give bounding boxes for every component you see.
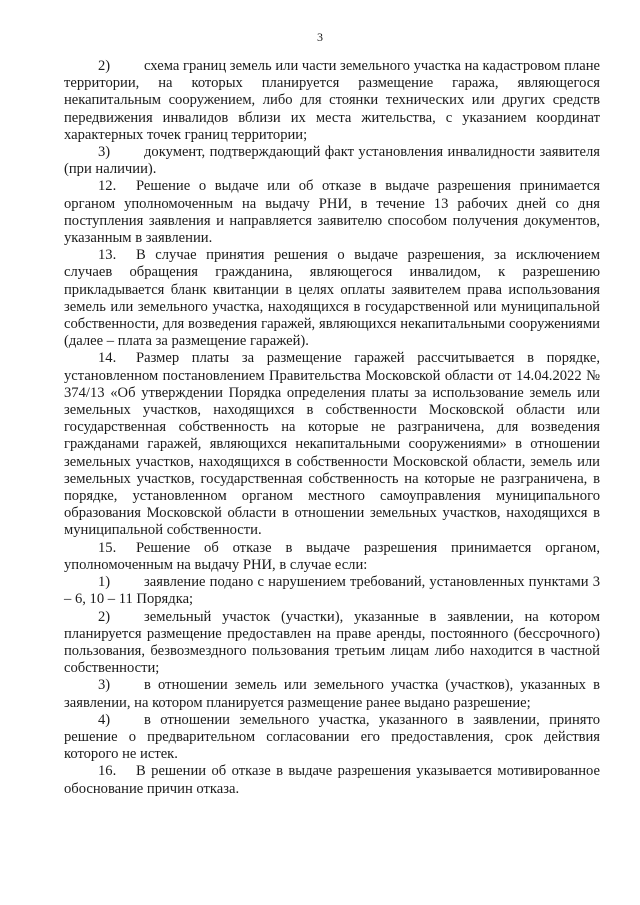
- paragraph-text: заявление подано с нарушением требований, установленных пунктами 3 – 6, 10 – 11 Порядка;: [64, 574, 600, 608]
- paragraph-number: 2): [98, 58, 111, 74]
- paragraph-text: Решение о выдаче или об отказе в выдаче разрешения принимается органом уполномоченным на выдачу РНИ, в течение 13 рабочих дней со дня поступления заявления и направляется заявителю способом получения документов, указанным в заявлении.: [64, 178, 600, 247]
- paragraph-item-2b: [64, 609, 600, 678]
- page-number: 3: [317, 30, 323, 44]
- paragraph-section-12: [64, 178, 600, 247]
- paragraph-text: Размер платы за размещение гаражей рассчитывается в порядке, установленном постановлением Правительства Московской области от 14.04.2022 № 374/13 «Об утверждении Порядка определения платы за использование земель или земельных участков, находящихся в собственности Московской области или государственная собственность на которые не разграничена, для возведения гражданами гаражей, являющихся некапитальными сооружениями» в отношении земельных участков, находящихся в собственности Московской области, земель или земельных участков, государственная собственность на которые не разграничена, в порядке, установленном органом местного самоуправления муниципального образования Московской области в отношении земельных участков, находящихся в муниципальной собственности.: [64, 350, 600, 539]
- paragraph-text: земельный участок (участки), указанные в заявлении, на котором планируется размещение предоставлен на праве аренды, постоянного (бессрочного) пользования, безвозмездного пользования третьим лицам либо находится в частной собственности;: [64, 608, 600, 677]
- paragraph-number: 4): [98, 711, 111, 728]
- paragraph-item-2: [64, 58, 600, 144]
- paragraph-item-4: [64, 712, 600, 764]
- paragraph-section-13: [64, 247, 600, 350]
- paragraph-number: 1): [98, 574, 111, 591]
- paragraph-section-16: [64, 763, 600, 797]
- document-body: [64, 58, 600, 798]
- paragraph-number: 3): [98, 677, 111, 694]
- paragraph-number: 2): [98, 608, 111, 625]
- paragraph-number: 13.: [98, 247, 117, 264]
- paragraph-text: В случае принятия решения о выдаче разрешения, за исключением случаев обращения гражданина, являющегося инвалидом, к разрешению прикладывается бланк квитанции в целях оплаты заявителем права использования земель или земельного участка, находящихся в государственной или муниципальной собственности, для возведения гаражей, являющихся некапитальными сооружениями (далее – плата за размещение гаражей).: [64, 247, 600, 350]
- paragraph-text: в отношении земель или земельного участка (участков), указанных в заявлении, на котором планируется размещение ранее выдано разрешение;: [64, 677, 600, 711]
- paragraph-text: В решении об отказе в выдаче разрешения указывается мотивированное обоснование причин отказа.: [64, 763, 600, 797]
- paragraph-item-3: [64, 144, 600, 178]
- paragraph-section-15: [64, 540, 600, 574]
- paragraph-text: документ, подтверждающий факт установления инвалидности заявителя (при наличии).: [64, 144, 600, 178]
- paragraph-item-3b: [64, 677, 600, 711]
- paragraph-number: 14.: [98, 350, 117, 367]
- paragraph-number: 3): [98, 144, 111, 161]
- paragraph-text: в отношении земельного участка, указанного в заявлении, принято решение о предварительном согласовании его предоставления, срок действия которого не истек.: [64, 711, 600, 763]
- paragraph-number: 12.: [98, 178, 117, 195]
- paragraph-number: 15.: [98, 539, 117, 556]
- paragraph-item-1: [64, 574, 600, 608]
- paragraph-section-14: [64, 350, 600, 539]
- paragraph-number: 16.: [98, 763, 117, 780]
- paragraph-text: Решение об отказе в выдаче разрешения принимается органом, уполномоченным на выдачу РНИ, в случае если:: [64, 539, 600, 573]
- paragraph-text: схема границ земель или части земельного участка на кадастровом плане территории, на которых планируется размещение гаража, являющегося некапитальным сооружением, либо для стоянки технических или других средств передвижения инвалидов вблизи их места жительства, с указанием координат характерных точек границ территории;: [64, 58, 600, 143]
